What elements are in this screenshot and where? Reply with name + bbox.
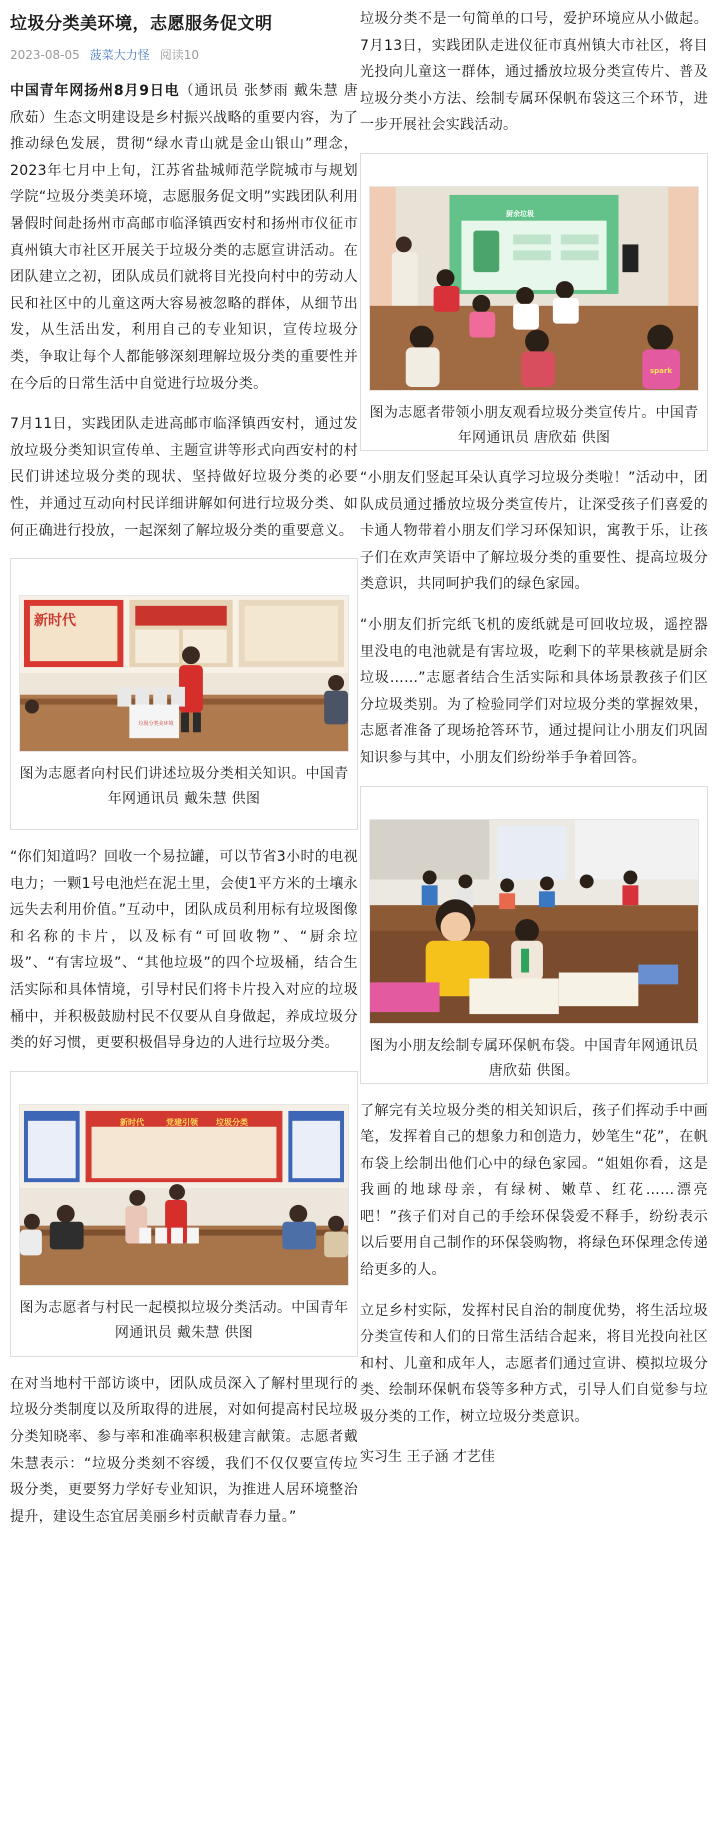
- screen-title: 厨余垃圾: [506, 209, 534, 218]
- intern-signature: 实习生 王子涵 才艺佳: [360, 1448, 495, 1465]
- paragraph-community-visit: 垃圾分类不是一句简单的口号，爱护环境应从小做起。7月13日，实践团队走进仪征市真州镇大市社区，将目光投向儿童这一群体，通过播放垃圾分类宣传片、普及垃圾分类小方法、绘制专属环保帆布袋这三个环节，进一步开展社会实践活动。: [360, 11, 708, 134]
- photo-video-watching: [369, 186, 699, 391]
- read-count: 阅读10: [159, 48, 200, 62]
- banner-text-1: 新时代: [120, 1117, 144, 1127]
- shirt-text: spark: [650, 366, 673, 375]
- paragraph-conclusion: 立足乡村实际，发挥村民自治的制度优势，将生活垃圾分类宣传和人们的日常生活结合起来，将目光投向社区和村、儿童和成年人，志愿者们通过宣讲、模拟垃圾分类、绘制环保帆布袋等多种方式，引导人们自觉参与垃圾分类的工作，树立垃圾分类意识。: [360, 1302, 708, 1426]
- figure-caption-4: 图为小朋友绘制专属环保帆布袋。中国青年网通讯员 唐欣茹 供图。: [369, 1037, 699, 1079]
- publish-date: 2023-08-05: [10, 48, 80, 62]
- paragraph-village-visit: 7月11日，实践团队走进高邮市临泽镇西安村，通过发放垃圾分类知识宣传单、主题宣讲等形式向西安村的村民们讲述垃圾分类的现状、坚持做好垃圾分类的必要性，并通过互动向村民详细讲解如何进行垃圾分类、如何正确进行投放，一起深刻了解垃圾分类的重要意义。: [10, 416, 358, 539]
- article-meta: [10, 46, 358, 64]
- paragraph-quiz: “小朋友们折完纸飞机的废纸就是可回收垃圾，遥控器里没电的电池就是有害垃圾，吃剩下的苹果核就是厨余垃圾……”志愿者结合生活实际和具体场景教孩子们区分垃圾类别。为了检验同学们对垃圾分类的掌握效果，志愿者准备了现场抢答环节，通过提问让小朋友们巩固知识参与其中，小朋友们纷纷举手争着回答。: [360, 616, 708, 766]
- paragraph-interaction: “你们知道吗？回收一个易拉罐，可以节省3小时的电视电力；一颗1号电池烂在泥土里，会使1平方米的土壤永远失去利用价值。”互动中，团队成员利用标有垃圾图像和名称的卡片，以及标有“可回收物”、“厨余垃圾”、“有害垃圾”、“其他垃圾”的四个垃圾桶，结合生活实际和具体情境，引导村民们将卡片投入对应的垃圾桶中，并积极鼓励村民不仅要从自身做起，养成垃圾分类的好习惯，更要积极倡导身边的人进行垃圾分类。: [10, 849, 358, 1052]
- photo-illustration-3: [370, 187, 698, 390]
- figure-simulation-activity: [10, 1071, 358, 1357]
- figure-caption: 图为志愿者向村民们讲述垃圾分类相关知识。中国青年网通讯员 戴朱慧 供图: [19, 766, 349, 808]
- banner-text-3: 垃圾分类: [216, 1117, 248, 1127]
- paragraph-learning: “小朋友们竖起耳朵认真学习垃圾分类啦！”活动中，团队成员通过播放垃圾分类宣传片，让深受孩子们喜爱的卡通人物带着小朋友们学习环保知识，寓教于乐，让孩子们在欢声笑语中了解垃圾分类的重要性、提高垃圾分类意识，共同呵护我们的绿色家园。: [360, 469, 708, 593]
- paragraph-drawing: 了解完有关垃圾分类的相关知识后，孩子们挥动手中画笔，发挥着自己的想象力和创造力，妙笔生“花”，在帆布袋上绘制出他们心中的绿色家园。“姐姐你看，这是我画的地球母亲，有绿树、嫩草、红花……漂亮吧！”孩子们对自己的手绘环保袋爱不释手，纷纷表示以后要用自己制作的环保袋购物，将绿色环保理念传递给更多的人。: [360, 1102, 708, 1279]
- photo-illustration-2: [20, 1105, 348, 1285]
- figure-bag-drawing: [360, 786, 708, 1084]
- paragraph-intro: [10, 78, 358, 397]
- banner-text-2: 党建引领: [166, 1117, 198, 1127]
- banner-text: 新时代: [34, 613, 76, 630]
- article-title: 垃圾分类美环境，志愿服务促文明: [10, 14, 273, 34]
- author-link[interactable]: 菠菜大力怪: [89, 48, 150, 62]
- figure-village-lecture: [10, 558, 358, 830]
- left-column: [10, 0, 358, 1842]
- figure-caption-3: 图为志愿者带领小朋友观看垃圾分类宣传片。中国青年网通讯员 唐欣茹 供图: [369, 404, 699, 446]
- paragraph-interview: 在对当地村干部访谈中，团队成员深入了解村里现行的垃圾分类制度以及所取得的进展，对如何提高村民垃圾分类知晓率、参与率和准确率积极建言献策。志愿者戴朱慧表示：“垃圾分类刻不容缓，我们不仅仅要宣传垃圾分类，更要努力学好专业知识，为推进人居环境整治提升，建设生态宜居美丽乡村贡献青春力量。”: [10, 1375, 358, 1525]
- photo-volunteer-lecture: [19, 595, 349, 752]
- right-column: [360, 0, 708, 1842]
- photo-bag-drawing: [369, 819, 699, 1024]
- sign-text: 垃圾分类美环境: [138, 721, 174, 728]
- dateline: 中国青年网扬州8月9日电: [10, 83, 180, 99]
- intro-text: （通讯员 张梦雨 戴朱慧 唐欣茹）生态文明建设是乡村振兴战略的重要内容，为了推动绿色发展，贯彻“绿水青山就是金山银山”理念，2023年七月中上旬，江苏省盐城师范学院城市与规划学院“垃圾分类美环境，志愿服务促文明”实践团队利用暑假时间赴扬州市高邮市临泽镇西安村和扬州市仪征市真州镇大市社区开展关于垃圾分类的志愿宣讲活动。在团队建立之初，团队成员们就将目光投向村中的劳动人民和社区中的儿童这两大容易被忽略的群体，从细节出发，从生活出发，利用自己的专业知识，宣传垃圾分类，争取让每个人都能够深刻理解垃圾分类的重要性并在今后的日常生活中自觉进行垃圾分类。: [10, 83, 358, 392]
- photo-simulation-activity: [19, 1104, 349, 1286]
- photo-illustration-4: [370, 820, 698, 1023]
- figure-video-watching: [360, 153, 708, 451]
- figure-caption-2: 图为志愿者与村民一起模拟垃圾分类活动。中国青年网通讯员 戴朱慧 供图: [19, 1299, 349, 1341]
